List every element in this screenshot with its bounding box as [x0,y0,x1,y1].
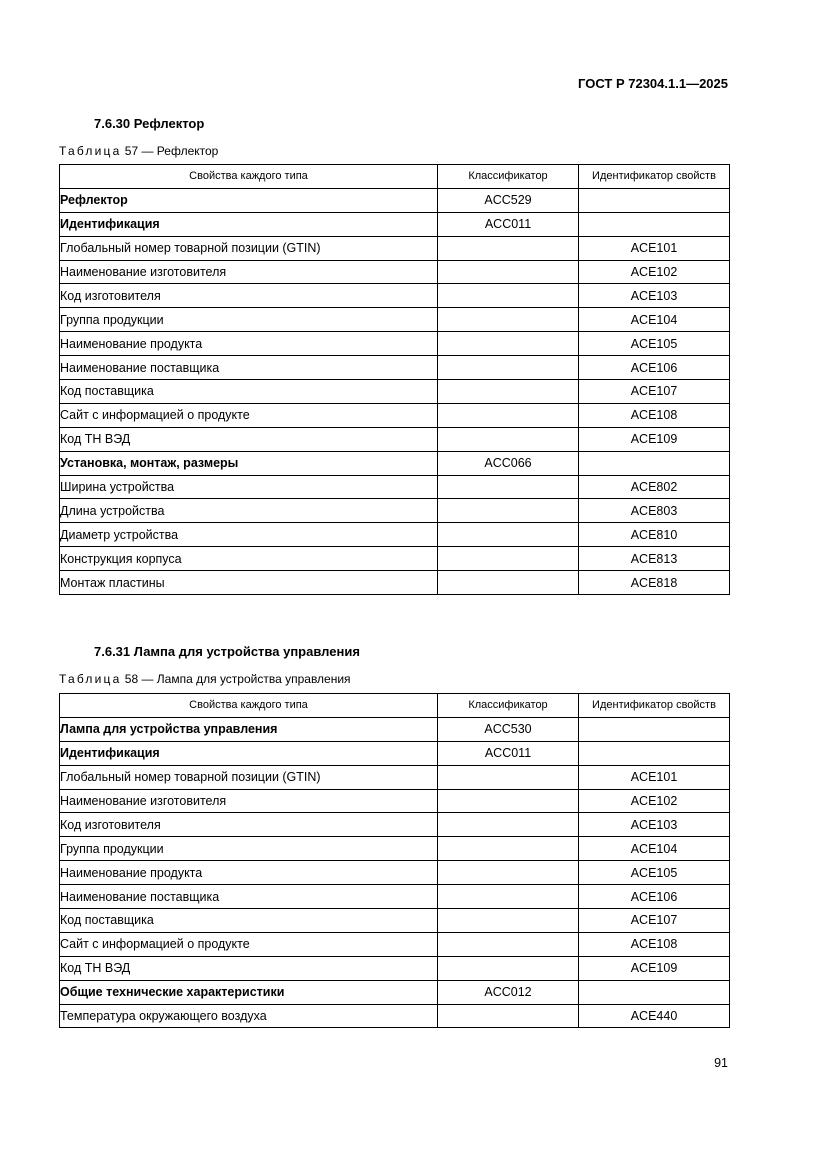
cell-property-id: ACE440 [579,1004,730,1028]
table-control-lamp [59,693,730,1028]
column-header-property-id: Идентификатор свойств [579,165,730,189]
cell-property-name: Установка, монтаж, размеры [60,451,438,475]
cell-property-name: Длина устройства [60,499,438,523]
cell-property-name: Наименование продукта [60,332,438,356]
cell-property-name: Наименование продукта [60,861,438,885]
column-header-classifier: Классификатор [438,165,579,189]
cell-property-id: ACE106 [579,356,730,380]
cell-classifier [438,571,579,595]
cell-property-name: Код поставщика [60,909,438,933]
table-row [60,885,730,909]
cell-classifier: ACC530 [438,717,579,741]
table-row [60,451,730,475]
cell-property-id: ACE105 [579,861,730,885]
table-row [60,356,730,380]
table-header-row [60,694,730,718]
caption-text: 57 — Рефлектор [121,144,219,158]
table-row [60,475,730,499]
table-row [60,956,730,980]
cell-classifier [438,837,579,861]
cell-property-name: Конструкция корпуса [60,547,438,571]
cell-property-name: Температура окружающего воздуха [60,1004,438,1028]
cell-property-name: Сайт с информацией о продукте [60,932,438,956]
cell-property-name: Идентификация [60,212,438,236]
table-row [60,260,730,284]
cell-classifier [438,475,579,499]
cell-classifier [438,499,579,523]
cell-classifier [438,356,579,380]
table-reflector [59,164,730,595]
cell-property-name: Идентификация [60,741,438,765]
cell-property-id [579,741,730,765]
cell-property-name: Группа продукции [60,308,438,332]
cell-property-id: ACE802 [579,475,730,499]
cell-property-id: ACE104 [579,837,730,861]
cell-property-name: Монтаж пластины [60,571,438,595]
table-row [60,499,730,523]
table-row [60,547,730,571]
cell-property-id: ACE109 [579,956,730,980]
table-caption-57 [59,144,218,158]
table-row [60,571,730,595]
cell-property-id: ACE101 [579,236,730,260]
cell-property-id: ACE107 [579,909,730,933]
table-row [60,765,730,789]
table-row [60,909,730,933]
cell-property-id [579,212,730,236]
cell-property-name: Диаметр устройства [60,523,438,547]
cell-property-id: ACE107 [579,380,730,404]
table-row [60,861,730,885]
cell-classifier [438,789,579,813]
cell-classifier: ACC011 [438,741,579,765]
cell-classifier [438,885,579,909]
table-row [60,837,730,861]
cell-classifier [438,523,579,547]
table-row [60,813,730,837]
cell-property-id [579,980,730,1004]
cell-property-name: Код изготовителя [60,813,438,837]
cell-classifier [438,427,579,451]
cell-classifier: ACC012 [438,980,579,1004]
cell-property-name: Рефлектор [60,188,438,212]
caption-label: Таблица [59,144,122,158]
cell-property-name: Общие технические характеристики [60,980,438,1004]
cell-classifier: ACC011 [438,212,579,236]
cell-property-name: Ширина устройства [60,475,438,499]
table-row [60,717,730,741]
document-code: ГОСТ Р 72304.1.1—2025 [578,76,728,91]
table-row [60,188,730,212]
cell-property-name: Наименование изготовителя [60,789,438,813]
cell-classifier [438,380,579,404]
cell-property-id: ACE818 [579,571,730,595]
cell-property-id: ACE108 [579,403,730,427]
cell-property-name: Лампа для устройства управления [60,717,438,741]
page-number: 91 [714,1056,728,1070]
cell-classifier [438,547,579,571]
cell-property-id: ACE813 [579,547,730,571]
table-body [60,188,730,594]
table-row [60,789,730,813]
cell-classifier [438,765,579,789]
cell-classifier [438,260,579,284]
table-row [60,380,730,404]
table-row [60,932,730,956]
cell-property-name: Наименование изготовителя [60,260,438,284]
cell-property-id: ACE103 [579,284,730,308]
cell-property-name: Глобальный номер товарной позиции (GTIN) [60,236,438,260]
cell-classifier: ACC066 [438,451,579,475]
cell-property-name: Сайт с информацией о продукте [60,403,438,427]
cell-property-name: Код поставщика [60,380,438,404]
cell-property-id [579,451,730,475]
cell-property-id: ACE108 [579,932,730,956]
table-body [60,717,730,1028]
section-title-reflector: 7.6.30 Рефлектор [94,116,205,131]
cell-property-id: ACE105 [579,332,730,356]
caption-label: Таблица [59,672,122,686]
cell-classifier [438,956,579,980]
cell-property-name: Наименование поставщика [60,885,438,909]
section-title-control-lamp: 7.6.31 Лампа для устройства управления [94,644,360,659]
cell-property-name: Код изготовителя [60,284,438,308]
table-caption-58 [59,672,351,686]
cell-classifier [438,909,579,933]
cell-property-id: ACE103 [579,813,730,837]
table-row [60,523,730,547]
cell-property-id: ACE803 [579,499,730,523]
column-header-name: Свойства каждого типа [60,165,438,189]
cell-property-id: ACE106 [579,885,730,909]
cell-property-id: ACE810 [579,523,730,547]
table-row [60,332,730,356]
column-header-classifier: Классификатор [438,694,579,718]
table-row [60,212,730,236]
cell-classifier: ACC529 [438,188,579,212]
cell-property-id: ACE104 [579,308,730,332]
cell-property-id: ACE102 [579,260,730,284]
table-row [60,980,730,1004]
cell-classifier [438,236,579,260]
cell-property-name: Код ТН ВЭД [60,427,438,451]
cell-property-name: Группа продукции [60,837,438,861]
cell-property-name: Наименование поставщика [60,356,438,380]
caption-text: 58 — Лампа для устройства управления [121,672,351,686]
table-row [60,236,730,260]
cell-classifier [438,284,579,308]
table-row [60,741,730,765]
cell-property-name: Глобальный номер товарной позиции (GTIN) [60,765,438,789]
cell-property-id [579,717,730,741]
table-row [60,308,730,332]
column-header-property-id: Идентификатор свойств [579,694,730,718]
cell-classifier [438,861,579,885]
cell-classifier [438,308,579,332]
cell-property-name: Код ТН ВЭД [60,956,438,980]
table-row [60,284,730,308]
cell-classifier [438,813,579,837]
table-row [60,403,730,427]
cell-property-id: ACE109 [579,427,730,451]
column-header-name: Свойства каждого типа [60,694,438,718]
table-row [60,1004,730,1028]
cell-property-id: ACE102 [579,789,730,813]
table-header-row [60,165,730,189]
cell-classifier [438,332,579,356]
cell-classifier [438,1004,579,1028]
table-row [60,427,730,451]
cell-property-id [579,188,730,212]
cell-property-id: ACE101 [579,765,730,789]
cell-classifier [438,932,579,956]
cell-classifier [438,403,579,427]
